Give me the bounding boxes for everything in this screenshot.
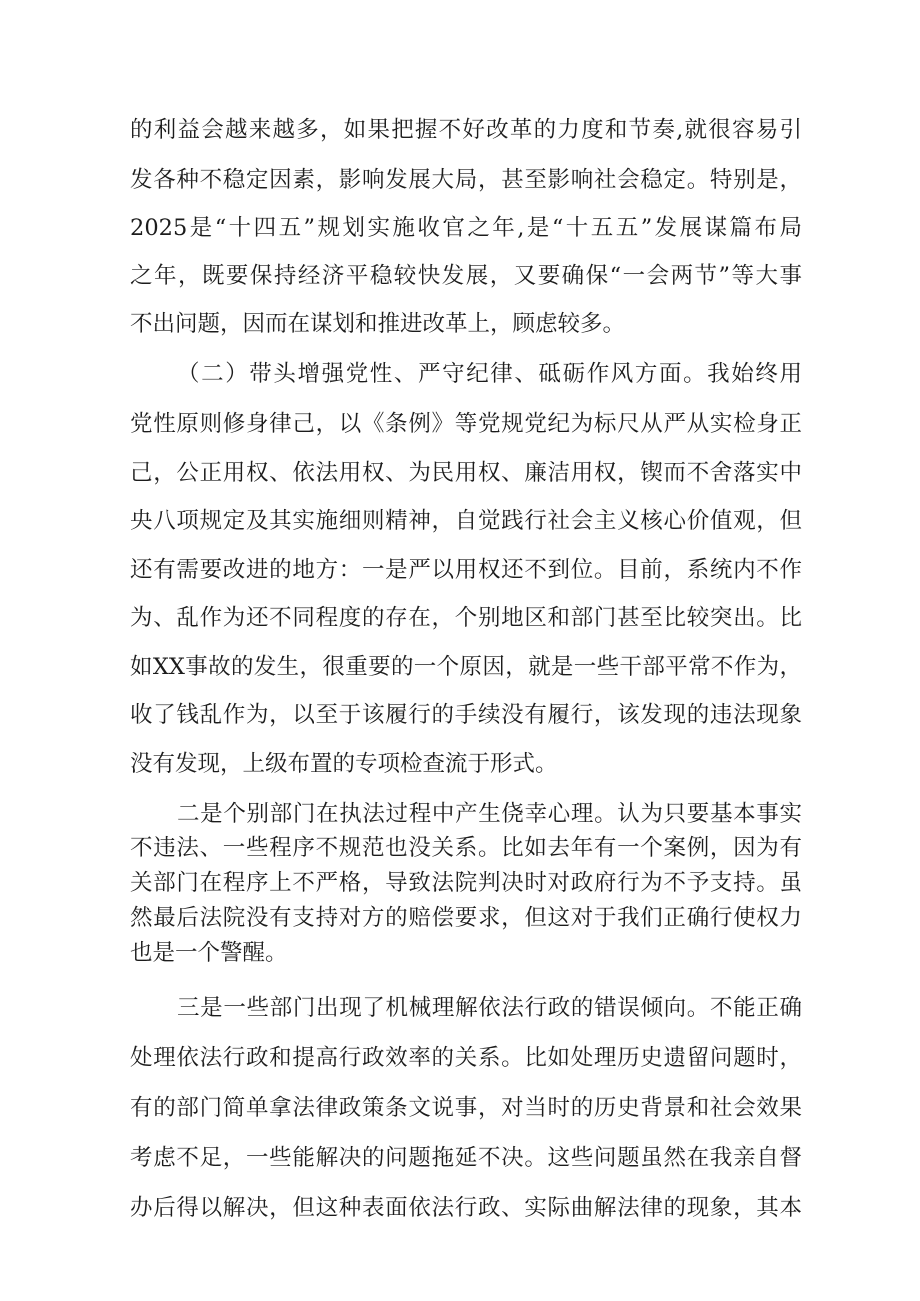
text-line: 己，公正用权、依法用权、为民用权、廉洁用权，锲而不舍落实中 xyxy=(130,460,802,486)
text-line: 也是一个警醒。 xyxy=(130,940,288,966)
text-line: 没有发现，上级布置的专项检查流于形式。 xyxy=(130,751,558,777)
text-line: 党性原则修身律己，以《条例》等党规党纪为标尺从严从实检身正 xyxy=(130,411,802,437)
text-line: 央八项规定及其实施细则精神，自觉践行社会主义核心价值观，但 xyxy=(130,508,802,534)
text-line: 还有需要改进的地方：一是严以用权还不到位。目前，系统内不作 xyxy=(130,557,802,583)
text-line: （二）带头增强党性、严守纪律、砥砺作风方面。我始终用 xyxy=(177,361,802,387)
text-line: 发各种不稳定因素，影响发展大局，甚至影响社会稳定。特别是， xyxy=(130,167,802,193)
text-line: 不违法、一些程序不规范也没关系。比如去年有一个案例，因为有 xyxy=(130,835,802,861)
text-line: 然最后法院没有支持对方的赔偿要求，但这对于我们正确行使权力 xyxy=(130,905,802,931)
text-line: 考虑不足，一些能解决的问题拖延不决。这些问题虽然在我亲自督 xyxy=(130,1145,802,1171)
text-line: 处理依法行政和提高行政效率的关系。比如处理历史遗留问题时， xyxy=(130,1045,802,1071)
text-line: 办后得以解决，但这种表面依法行政、实际曲解法律的现象，其本 xyxy=(130,1195,802,1221)
text-line: 如XX事故的发生，很重要的一个原因，就是一些干部平常不作为， xyxy=(130,654,802,680)
text-line: 为、乱作为还不同程度的存在，个别地区和部门甚至比较突出。比 xyxy=(130,605,802,631)
text-line: 不出问题，因而在谋划和推进改革上，顾虑较多。 xyxy=(130,311,626,337)
text-line: 有的部门简单拿法律政策条文说事，对当时的历史背景和社会效果 xyxy=(130,1095,802,1121)
text-line: 二是个别部门在执法过程中产生侥幸心理。认为只要基本事实 xyxy=(177,801,802,827)
text-line: 三是一些部门出现了机械理解依法行政的错误倾向。不能正确 xyxy=(177,995,802,1021)
text-line: 关部门在程序上不严格，导致法院判决时对政府行为不予支持。虽 xyxy=(130,870,802,896)
text-line: 2025是“十四五”规划实施收官之年,是“十五五”发展谋篇布局 xyxy=(130,215,802,241)
text-line: 的利益会越来越多，如果把握不好改革的力度和节奏,就很容易引 xyxy=(130,117,802,143)
text-line: 之年，既要保持经济平稳较快发展，又要确保“一会两节”等大事 xyxy=(130,263,802,289)
text-line: 收了钱乱作为，以至于该履行的手续没有履行，该发现的违法现象 xyxy=(130,702,802,728)
